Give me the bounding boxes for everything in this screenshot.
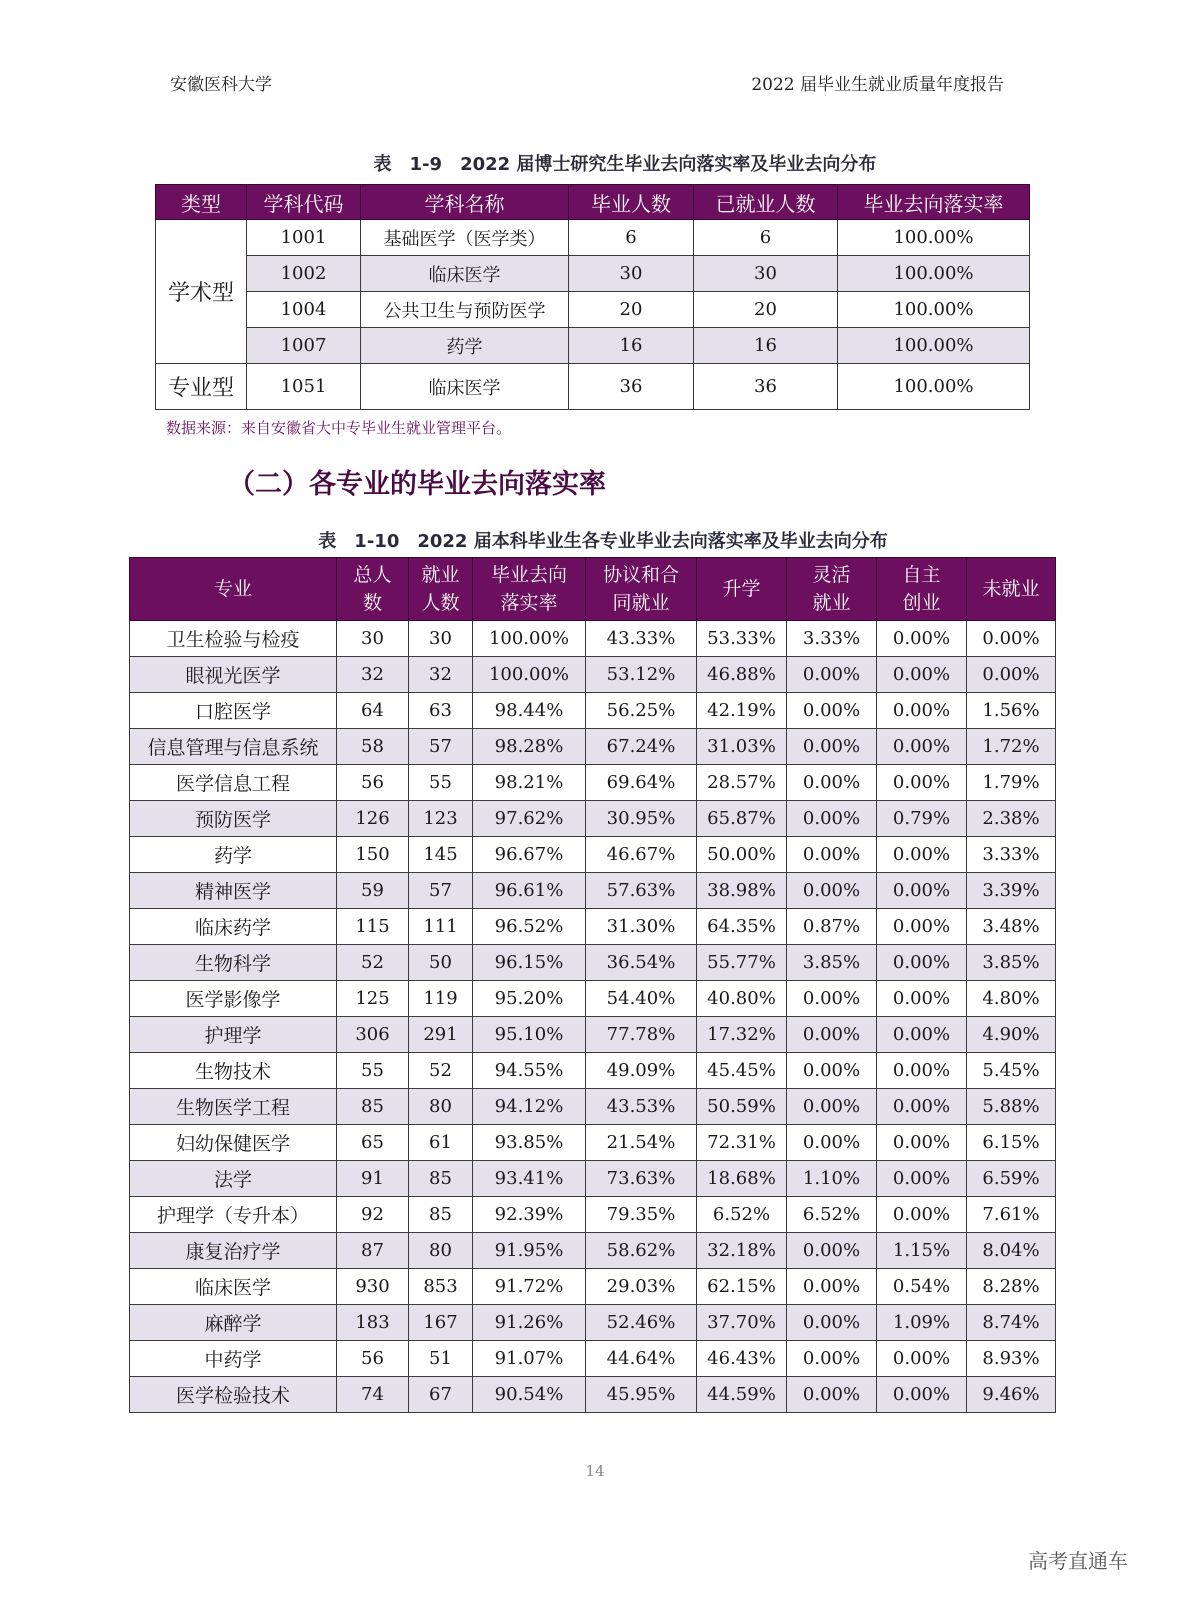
table-cell: 5.88%	[967, 1089, 1056, 1125]
column-header-line: 就业	[421, 564, 460, 586]
table-cell: 0.00%	[787, 1053, 877, 1089]
table-cell: 8.28%	[967, 1269, 1056, 1305]
table-cell: 9.46%	[967, 1377, 1056, 1413]
table-cell: 4.80%	[967, 981, 1056, 1017]
table-cell: 57	[409, 873, 473, 909]
column-header-line: 专业	[213, 578, 252, 600]
table-cell: 183	[337, 1305, 409, 1341]
table-row	[130, 909, 1056, 945]
table-cell: 21.54%	[586, 1125, 697, 1161]
column-header: 毕业人数	[569, 185, 694, 220]
major-name-cell: 中药学	[130, 1341, 337, 1377]
column-header: 类型	[156, 185, 247, 220]
table-cell: 32	[409, 657, 473, 693]
table-cell: 1001	[247, 220, 361, 256]
table-cell: 44.59%	[697, 1377, 787, 1413]
table-cell: 0.00%	[787, 1269, 877, 1305]
table-cell: 63	[409, 693, 473, 729]
table-cell: 1.10%	[787, 1161, 877, 1197]
table-cell: 31.03%	[697, 729, 787, 765]
table-cell: 8.04%	[967, 1233, 1056, 1269]
table-row	[130, 1089, 1056, 1125]
table-cell: 0.00%	[787, 657, 877, 693]
table-cell: 8.74%	[967, 1305, 1056, 1341]
table-cell: 91	[337, 1161, 409, 1197]
type-cell: 学术型	[156, 220, 247, 364]
table-cell: 50.59%	[697, 1089, 787, 1125]
table-cell: 0.00%	[877, 837, 967, 873]
table-cell: 49.09%	[586, 1053, 697, 1089]
table-row	[130, 1125, 1056, 1161]
table-cell: 17.32%	[697, 1017, 787, 1053]
table-cell: 100.00%	[473, 657, 586, 693]
table-cell: 1.79%	[967, 765, 1056, 801]
major-name-cell: 生物科学	[130, 945, 337, 981]
table-cell: 74	[337, 1377, 409, 1413]
table-cell: 57.63%	[586, 873, 697, 909]
table-cell: 43.33%	[586, 621, 697, 657]
table-cell: 126	[337, 801, 409, 837]
table-cell: 20	[569, 292, 694, 328]
table-cell: 43.53%	[586, 1089, 697, 1125]
table-cell: 53.33%	[697, 621, 787, 657]
table-cell: 306	[337, 1017, 409, 1053]
table-row	[130, 1161, 1056, 1197]
table-cell: 5.45%	[967, 1053, 1056, 1089]
table-cell: 42.19%	[697, 693, 787, 729]
table-cell: 92.39%	[473, 1197, 586, 1233]
major-name-cell: 康复治疗学	[130, 1233, 337, 1269]
table-cell: 1.15%	[877, 1233, 967, 1269]
table-cell: 3.85%	[967, 945, 1056, 981]
table-row	[130, 1305, 1056, 1341]
table-cell: 1051	[247, 364, 361, 410]
column-header	[586, 558, 697, 621]
page-number: 14	[585, 1462, 605, 1480]
table-cell: 0.00%	[877, 693, 967, 729]
section-heading: （二）各专业的毕业去向落实率	[228, 469, 606, 500]
table-row	[130, 837, 1056, 873]
table-cell: 46.67%	[586, 837, 697, 873]
table-cell: 64	[337, 693, 409, 729]
table-cell: 96.67%	[473, 837, 586, 873]
table-cell: 53.12%	[586, 657, 697, 693]
table-cell: 100.00%	[473, 621, 586, 657]
major-name-cell: 口腔医学	[130, 693, 337, 729]
table-cell: 8.93%	[967, 1341, 1056, 1377]
undergraduate-placement-table	[129, 557, 1056, 1413]
table-cell: 64.35%	[697, 909, 787, 945]
major-name-cell: 药学	[130, 837, 337, 873]
column-header	[967, 558, 1056, 621]
major-name-cell: 眼视光医学	[130, 657, 337, 693]
table-cell: 85	[409, 1197, 473, 1233]
table-cell: 0.00%	[787, 765, 877, 801]
table-cell: 3.33%	[967, 837, 1056, 873]
table-cell: 95.10%	[473, 1017, 586, 1053]
column-header-line: 灵活	[812, 564, 851, 586]
table-cell: 115	[337, 909, 409, 945]
column-header	[473, 558, 586, 621]
column-header: 毕业去向落实率	[838, 185, 1030, 220]
table-cell: 100.00%	[838, 292, 1030, 328]
table-cell: 0.00%	[787, 1233, 877, 1269]
table-cell: 6.15%	[967, 1125, 1056, 1161]
column-header-line: 就业	[812, 592, 851, 614]
table-cell: 98.44%	[473, 693, 586, 729]
table-cell: 45.95%	[586, 1377, 697, 1413]
table-cell: 20	[694, 292, 838, 328]
table-cell: 30	[337, 621, 409, 657]
table-cell: 0.00%	[787, 729, 877, 765]
table-cell: 0.00%	[877, 1089, 967, 1125]
table-cell: 公共卫生与预防医学	[361, 292, 569, 328]
major-name-cell: 卫生检验与检疫	[130, 621, 337, 657]
table-cell: 2.38%	[967, 801, 1056, 837]
table-cell: 62.15%	[697, 1269, 787, 1305]
table-cell: 125	[337, 981, 409, 1017]
table-cell: 80	[409, 1233, 473, 1269]
table-cell: 123	[409, 801, 473, 837]
table-cell: 46.88%	[697, 657, 787, 693]
table-cell: 基础医学（医学类）	[361, 220, 569, 256]
table-cell: 36.54%	[586, 945, 697, 981]
table-cell: 98.28%	[473, 729, 586, 765]
table-cell: 36	[569, 364, 694, 410]
table-cell: 56.25%	[586, 693, 697, 729]
major-name-cell: 护理学（专升本）	[130, 1197, 337, 1233]
table-cell: 0.00%	[787, 693, 877, 729]
table-cell: 0.00%	[787, 981, 877, 1017]
table-cell: 3.33%	[787, 621, 877, 657]
table-cell: 90.54%	[473, 1377, 586, 1413]
major-name-cell: 医学检验技术	[130, 1377, 337, 1413]
table-cell: 6	[569, 220, 694, 256]
table-cell: 96.61%	[473, 873, 586, 909]
table-cell: 56	[337, 1341, 409, 1377]
table-cell: 58	[337, 729, 409, 765]
table-row	[156, 364, 1030, 410]
table-cell: 1.72%	[967, 729, 1056, 765]
table-cell: 38.98%	[697, 873, 787, 909]
table-cell: 61	[409, 1125, 473, 1161]
table-cell: 0.00%	[877, 621, 967, 657]
table-row	[156, 220, 1030, 256]
major-name-cell: 预防医学	[130, 801, 337, 837]
table-cell: 37.70%	[697, 1305, 787, 1341]
table-row	[130, 1233, 1056, 1269]
table-row	[130, 1197, 1056, 1233]
column-header	[409, 558, 473, 621]
table-cell: 100.00%	[838, 364, 1030, 410]
column-header: 学科代码	[247, 185, 361, 220]
table-cell: 0.00%	[877, 1053, 967, 1089]
table-cell: 94.55%	[473, 1053, 586, 1089]
table-cell: 87	[337, 1233, 409, 1269]
table-row	[130, 1053, 1056, 1089]
column-header	[877, 558, 967, 621]
major-name-cell: 生物技术	[130, 1053, 337, 1089]
table-cell: 0.00%	[877, 1161, 967, 1197]
type-cell: 专业型	[156, 364, 247, 410]
table-cell: 50	[409, 945, 473, 981]
table-cell: 36	[694, 364, 838, 410]
table-cell: 0.00%	[877, 945, 967, 981]
table-cell: 51	[409, 1341, 473, 1377]
major-name-cell: 医学信息工程	[130, 765, 337, 801]
column-header: 已就业人数	[694, 185, 838, 220]
table-cell: 167	[409, 1305, 473, 1341]
table-cell: 55	[409, 765, 473, 801]
table-cell: 96.15%	[473, 945, 586, 981]
table-cell: 100.00%	[838, 256, 1030, 292]
table-1-10-caption: 表 1-10 2022 届本科毕业生各专业毕业去向落实率及毕业去向分布	[318, 531, 888, 552]
table-cell: 6	[694, 220, 838, 256]
table-cell: 临床医学	[361, 364, 569, 410]
column-header-line: 落实率	[500, 592, 558, 614]
table-cell: 145	[409, 837, 473, 873]
column-header-line: 升学	[722, 578, 761, 600]
table-cell: 80	[409, 1089, 473, 1125]
table-row	[130, 1341, 1056, 1377]
table-cell: 95.20%	[473, 981, 586, 1017]
table-cell: 150	[337, 837, 409, 873]
table-cell: 65	[337, 1125, 409, 1161]
table-cell: 45.45%	[697, 1053, 787, 1089]
table-cell: 3.39%	[967, 873, 1056, 909]
table-cell: 0.00%	[967, 621, 1056, 657]
table-cell: 31.30%	[586, 909, 697, 945]
table-cell: 0.00%	[877, 1017, 967, 1053]
table-cell: 52.46%	[586, 1305, 697, 1341]
table-cell: 59	[337, 873, 409, 909]
table-cell: 3.48%	[967, 909, 1056, 945]
table-cell: 46.43%	[697, 1341, 787, 1377]
column-header-line: 未就业	[982, 578, 1040, 600]
table-cell: 52	[409, 1053, 473, 1089]
table-cell: 1007	[247, 328, 361, 364]
table-cell: 30.95%	[586, 801, 697, 837]
table-cell: 1004	[247, 292, 361, 328]
table-cell: 55	[337, 1053, 409, 1089]
table-cell: 32.18%	[697, 1233, 787, 1269]
column-header-line: 自主	[902, 564, 941, 586]
column-header-line: 同就业	[612, 592, 670, 614]
table-cell: 65.87%	[697, 801, 787, 837]
table-cell: 0.00%	[877, 1125, 967, 1161]
column-header	[130, 558, 337, 621]
table-cell: 0.00%	[877, 873, 967, 909]
table-cell: 100.00%	[838, 220, 1030, 256]
table-cell: 291	[409, 1017, 473, 1053]
table-cell: 0.00%	[787, 1305, 877, 1341]
table-cell: 32	[337, 657, 409, 693]
table-cell: 40.80%	[697, 981, 787, 1017]
running-header-right: 2022 届毕业生就业质量年度报告	[751, 75, 1004, 95]
table-cell: 29.03%	[586, 1269, 697, 1305]
table-cell: 6.52%	[787, 1197, 877, 1233]
table-cell: 54.40%	[586, 981, 697, 1017]
table-cell: 57	[409, 729, 473, 765]
table-cell: 0.00%	[877, 1197, 967, 1233]
column-header	[787, 558, 877, 621]
column-header	[697, 558, 787, 621]
table-cell: 0.00%	[787, 1125, 877, 1161]
table-cell: 111	[409, 909, 473, 945]
table-cell: 56	[337, 765, 409, 801]
table-cell: 30	[409, 621, 473, 657]
major-name-cell: 护理学	[130, 1017, 337, 1053]
column-header: 学科名称	[361, 185, 569, 220]
table-cell: 0.00%	[967, 657, 1056, 693]
table-cell: 0.00%	[877, 657, 967, 693]
major-name-cell: 妇幼保健医学	[130, 1125, 337, 1161]
table-cell: 0.54%	[877, 1269, 967, 1305]
column-header-line: 创业	[902, 592, 941, 614]
table-row	[130, 873, 1056, 909]
table-cell: 91.07%	[473, 1341, 586, 1377]
table-cell: 50.00%	[697, 837, 787, 873]
table-cell: 93.85%	[473, 1125, 586, 1161]
table-cell: 1002	[247, 256, 361, 292]
table-row	[130, 729, 1056, 765]
table-cell: 85	[337, 1089, 409, 1125]
running-header-left: 安徽医科大学	[170, 75, 272, 95]
table-cell: 0.00%	[877, 1341, 967, 1377]
table-row	[130, 1017, 1056, 1053]
table-cell: 67.24%	[586, 729, 697, 765]
column-header-line: 总人	[353, 564, 392, 586]
table-cell: 98.21%	[473, 765, 586, 801]
table-cell: 0.00%	[787, 1341, 877, 1377]
table-cell: 853	[409, 1269, 473, 1305]
table-cell: 3.85%	[787, 945, 877, 981]
table-cell: 7.61%	[967, 1197, 1056, 1233]
table-cell: 6.52%	[697, 1197, 787, 1233]
table-row	[130, 801, 1056, 837]
table-row	[156, 292, 1030, 328]
major-name-cell: 法学	[130, 1161, 337, 1197]
table-cell: 0.00%	[787, 1377, 877, 1413]
table-cell: 28.57%	[697, 765, 787, 801]
table-cell: 92	[337, 1197, 409, 1233]
table-cell: 0.00%	[877, 909, 967, 945]
table-cell: 0.00%	[787, 1089, 877, 1125]
column-header-line: 数	[362, 592, 382, 614]
table-row	[130, 693, 1056, 729]
table-cell: 44.64%	[586, 1341, 697, 1377]
table-cell: 6.59%	[967, 1161, 1056, 1197]
table-cell: 97.62%	[473, 801, 586, 837]
table-row	[130, 765, 1056, 801]
column-header-line: 人数	[421, 592, 460, 614]
table-cell: 91.72%	[473, 1269, 586, 1305]
table-cell: 0.79%	[877, 801, 967, 837]
table-row	[130, 945, 1056, 981]
major-name-cell: 医学影像学	[130, 981, 337, 1017]
table-cell: 4.90%	[967, 1017, 1056, 1053]
table-cell: 67	[409, 1377, 473, 1413]
table-cell: 100.00%	[838, 328, 1030, 364]
major-name-cell: 麻醉学	[130, 1305, 337, 1341]
table-cell: 73.63%	[586, 1161, 697, 1197]
table-cell: 临床医学	[361, 256, 569, 292]
table-cell: 55.77%	[697, 945, 787, 981]
major-name-cell: 精神医学	[130, 873, 337, 909]
doctoral-placement-table	[155, 184, 1030, 410]
data-source-note: 数据来源：来自安徽省大中专毕业生就业管理平台。	[166, 419, 512, 437]
major-name-cell: 信息管理与信息系统	[130, 729, 337, 765]
table-cell: 16	[694, 328, 838, 364]
table-row	[130, 1377, 1056, 1413]
table-cell: 93.41%	[473, 1161, 586, 1197]
major-name-cell: 临床医学	[130, 1269, 337, 1305]
table-row	[130, 981, 1056, 1017]
major-name-cell: 生物医学工程	[130, 1089, 337, 1125]
table-cell: 1.09%	[877, 1305, 967, 1341]
table-row	[156, 256, 1030, 292]
table-cell: 1.56%	[967, 693, 1056, 729]
table-cell: 0.00%	[787, 837, 877, 873]
table-cell: 30	[694, 256, 838, 292]
column-header	[337, 558, 409, 621]
table-cell: 85	[409, 1161, 473, 1197]
table-cell: 0.00%	[877, 1377, 967, 1413]
table-cell: 91.26%	[473, 1305, 586, 1341]
table-row	[130, 621, 1056, 657]
table-cell: 58.62%	[586, 1233, 697, 1269]
table-cell: 52	[337, 945, 409, 981]
table-cell: 0.87%	[787, 909, 877, 945]
table-cell: 18.68%	[697, 1161, 787, 1197]
table-cell: 0.00%	[877, 981, 967, 1017]
table-cell: 0.00%	[877, 765, 967, 801]
table-cell: 药学	[361, 328, 569, 364]
table-cell: 0.00%	[787, 873, 877, 909]
table-row	[130, 657, 1056, 693]
table-row	[130, 1269, 1056, 1305]
table-1-9-caption: 表 1-9 2022 届博士研究生毕业去向落实率及毕业去向分布	[373, 154, 877, 175]
table-cell: 77.78%	[586, 1017, 697, 1053]
table-cell: 0.00%	[787, 801, 877, 837]
table-cell: 0.00%	[877, 729, 967, 765]
table-cell: 16	[569, 328, 694, 364]
column-header-line: 协议和合	[602, 564, 679, 586]
table-cell: 79.35%	[586, 1197, 697, 1233]
column-header-line: 毕业去向	[490, 564, 567, 586]
table-cell: 119	[409, 981, 473, 1017]
table-cell: 30	[569, 256, 694, 292]
table-cell: 0.00%	[787, 1017, 877, 1053]
table-cell: 96.52%	[473, 909, 586, 945]
major-name-cell: 临床药学	[130, 909, 337, 945]
table-cell: 91.95%	[473, 1233, 586, 1269]
table-cell: 930	[337, 1269, 409, 1305]
table-cell: 72.31%	[697, 1125, 787, 1161]
watermark: 高考直通车	[1028, 1549, 1128, 1573]
table-cell: 69.64%	[586, 765, 697, 801]
table-row	[156, 328, 1030, 364]
table-cell: 94.12%	[473, 1089, 586, 1125]
